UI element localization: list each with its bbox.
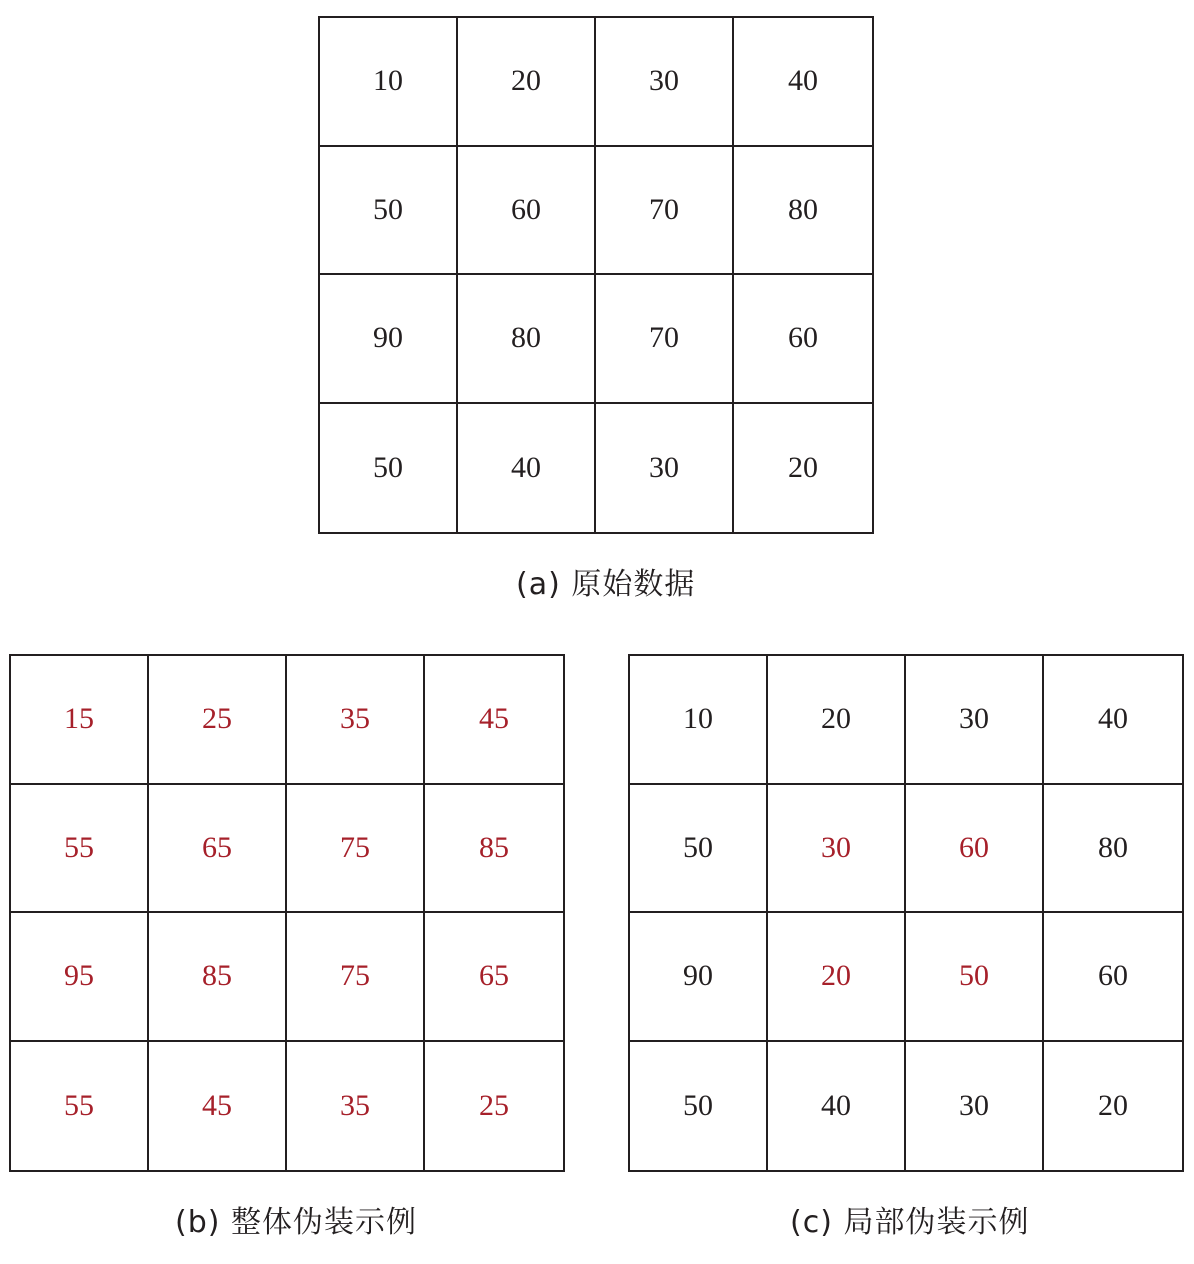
grid-global-disguise: [9, 654, 565, 1172]
grid-cell: 10: [320, 18, 458, 147]
grid-cell: 30: [596, 404, 734, 533]
grid-local-disguise: [628, 654, 1184, 1172]
grid-cell: 95: [11, 913, 149, 1042]
grid-cell: 80: [1044, 785, 1182, 914]
grid-cell: 90: [630, 913, 768, 1042]
grid-cell: 50: [630, 1042, 768, 1171]
grid-cell: 60: [458, 147, 596, 276]
grid-cell: 85: [149, 913, 287, 1042]
grid-cell: 20: [768, 913, 906, 1042]
grid-cell: 40: [768, 1042, 906, 1171]
grid-cell: 25: [479, 1088, 509, 1122]
grid-cell: 45: [149, 1042, 287, 1171]
caption-global-disguise: (b) 整体伪装示例: [175, 1205, 417, 1240]
grid-cell: 15: [11, 656, 149, 785]
grid-cell: 55: [11, 785, 149, 914]
grid-cell: 60: [906, 785, 1044, 914]
grid-cell: 80: [734, 147, 872, 276]
grid-cell: 30: [768, 785, 906, 914]
grid-cell: 75: [287, 785, 425, 914]
grid-cell: 65: [425, 913, 563, 1042]
grid-cell: 20: [768, 656, 906, 785]
grid-cell: 80: [458, 275, 596, 404]
grid-cell: 10: [630, 656, 768, 785]
grid-cell: 40: [458, 404, 596, 533]
grid-cell: 50: [630, 785, 768, 914]
grid-cell: 70: [596, 275, 734, 404]
grid-cell: 75: [287, 913, 425, 1042]
grid-cell: 60: [1044, 913, 1182, 1042]
grid-cell: 30: [596, 18, 734, 147]
grid-cell: 40: [734, 18, 872, 147]
grid-cell: 90: [320, 275, 458, 404]
grid-original-data: [318, 16, 874, 534]
grid-cell: 20: [1098, 1088, 1128, 1122]
grid-cell: 70: [596, 147, 734, 276]
grid-cell: 40: [1044, 656, 1182, 785]
grid-cell: 50: [906, 913, 1044, 1042]
grid-cell: 30: [906, 1042, 1044, 1171]
grid-cell: 35: [287, 656, 425, 785]
caption-original-data: (a) 原始数据: [516, 567, 696, 602]
grid-cell: 30: [906, 656, 1044, 785]
grid-cell: 60: [734, 275, 872, 404]
caption-local-disguise: (c) 局部伪装示例: [790, 1205, 1030, 1240]
grid-cell: 50: [320, 147, 458, 276]
grid-cell: 20: [458, 18, 596, 147]
grid-cell: 50: [320, 404, 458, 533]
grid-cell: 55: [11, 1042, 149, 1171]
grid-cell: 20: [788, 450, 818, 484]
grid-cell: 45: [425, 656, 563, 785]
grid-cell: 35: [287, 1042, 425, 1171]
grid-cell: 85: [425, 785, 563, 914]
grid-cell: 65: [149, 785, 287, 914]
grid-cell: 25: [149, 656, 287, 785]
